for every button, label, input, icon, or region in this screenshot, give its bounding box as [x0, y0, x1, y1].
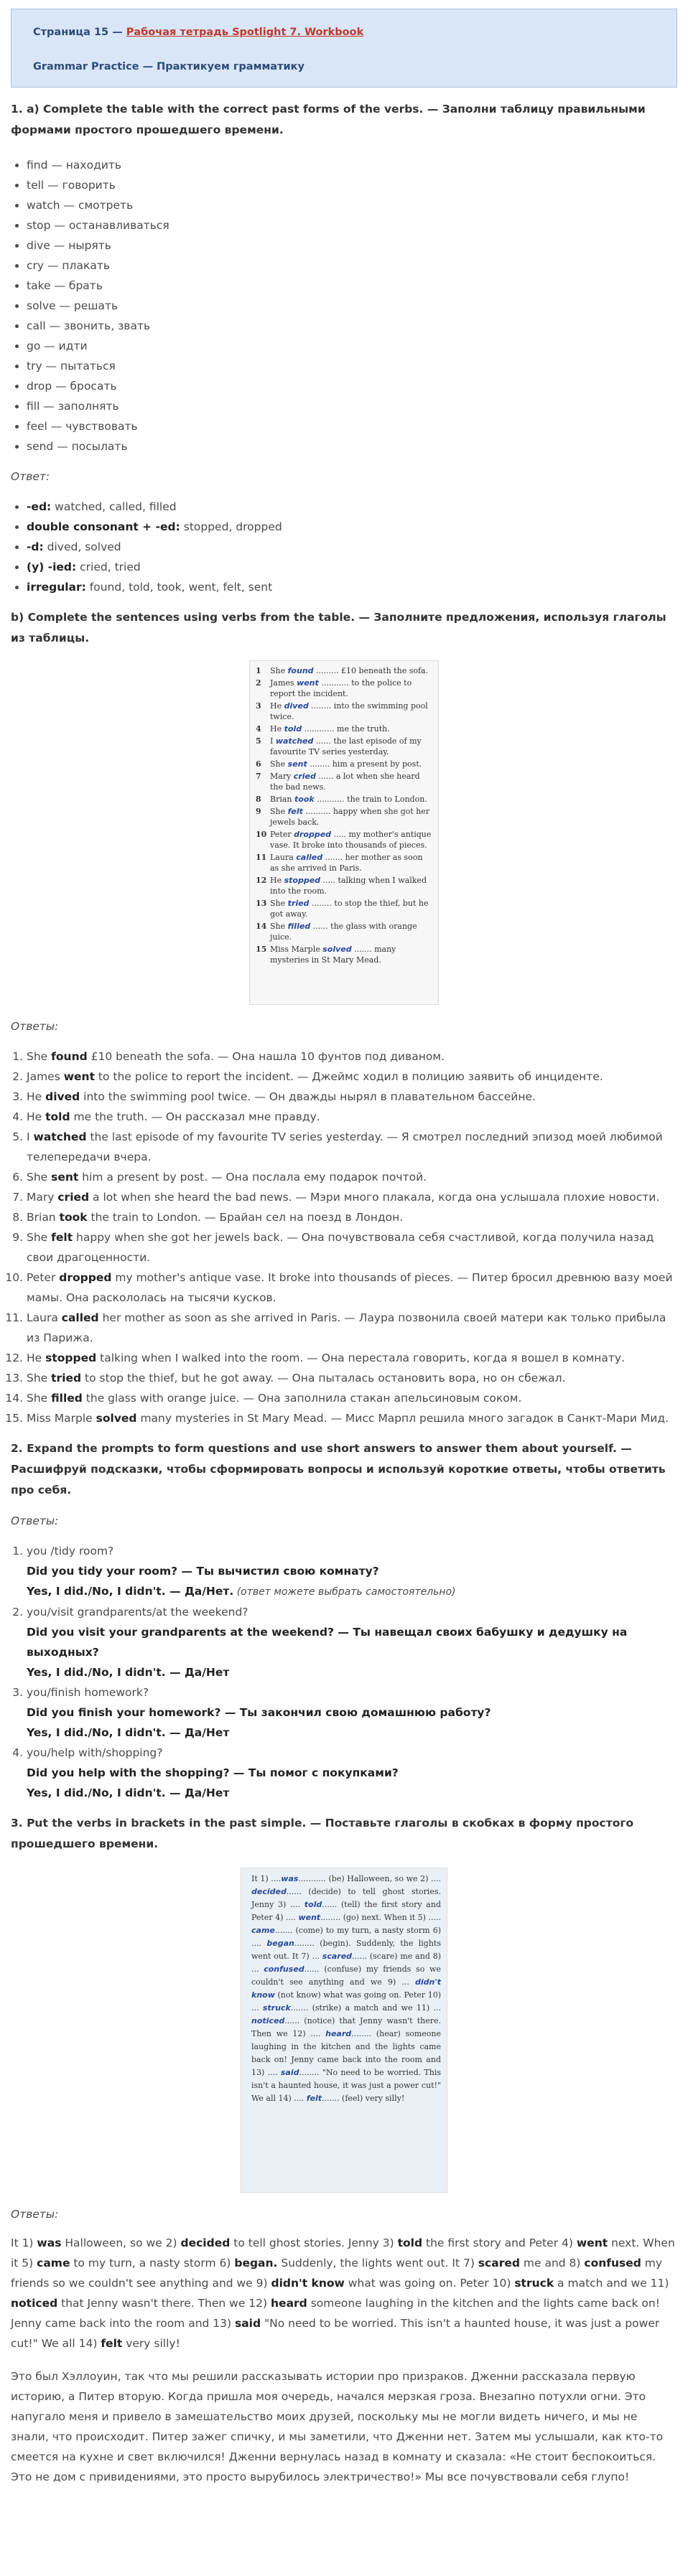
story-text: to my turn, a nasty storm 6) — [70, 2257, 235, 2270]
verb-item: • take — брать — [27, 276, 677, 296]
answer-verb: went — [63, 1070, 95, 1083]
worksheet-text: ..... talking when I walked into the room. — [270, 876, 427, 896]
answer-text: a lot when she heard the bad news. — Мэри много плакала, когда она услышала плохие новости. — [89, 1191, 660, 1204]
short-answer-line — [27, 1662, 677, 1682]
answer-verb: dived — [45, 1090, 80, 1103]
answer-text: my mother's antique vase. It broke into thousands of pieces. — Питер бросил древнюю вазу моей мамы. Она раскололась на тысячи кусков. — [27, 1271, 673, 1304]
worksheet-row-text — [270, 736, 432, 757]
verb-group-values: found, told, took, went, felt, sent — [85, 581, 273, 594]
answer-text: He — [27, 1352, 46, 1364]
short-answer: Yes, I did./No, I didn't. — Да/Нет — [27, 1786, 230, 1799]
worksheet-row-number: 14 — [256, 922, 267, 931]
verb-item: • cry — плакать — [27, 256, 677, 276]
worksheet-handwritten-answer: found — [287, 666, 314, 675]
verb-groups-list — [11, 497, 677, 597]
worksheet-text: ........... to the police to report the incident. — [270, 678, 412, 698]
worksheet-handwritten-answer: filled — [287, 922, 311, 931]
answer-text: He — [27, 1090, 46, 1103]
worksheet-text: She — [270, 899, 288, 908]
worksheet-text: ........ to stop the thief, but he got away. — [270, 899, 429, 919]
worksheet-row — [256, 898, 432, 919]
worksheet-handwritten-answer: stopped — [284, 876, 321, 885]
task1b-answer-label: Ответы: — [11, 1020, 59, 1033]
worksheet-handwritten-answer: felt — [287, 807, 303, 816]
answer-item — [27, 1127, 677, 1167]
story-text: Halloween, so we 2) — [61, 2237, 181, 2249]
question-line: Did you visit your grandparents at the weekend? — Ты навещал своих бабушку и дедушку на выходных? — [27, 1626, 628, 1659]
worksheet-row-text — [270, 806, 432, 828]
worksheet-image-1b — [249, 660, 439, 1005]
story-verb: didn't know — [271, 2277, 345, 2290]
answer-verb: called — [61, 1311, 99, 1324]
workbook-link[interactable]: Рабочая тетрадь Spotlight 7. Workbook — [126, 27, 364, 38]
worksheet-row — [256, 875, 432, 896]
answer-item — [27, 1227, 677, 1268]
answer-text: Miss Marple — [27, 1412, 96, 1425]
worksheet-row-text — [270, 944, 432, 965]
worksheet-handwritten-answer: took — [294, 795, 315, 804]
answer-text: She — [27, 1392, 52, 1405]
verb-group-values: stopped, dropped — [180, 520, 282, 533]
answer-verb: tried — [51, 1372, 82, 1385]
worksheet-handwritten-answer: went — [298, 1913, 321, 1922]
worksheet-row-number: 1 — [256, 666, 261, 675]
worksheet-row — [256, 806, 432, 828]
verb-item: • go — идти — [27, 336, 677, 356]
worksheet-text: ........... the train to London. — [314, 795, 427, 804]
worksheet-text: (not know) what was going on. Peter 10) ... — [251, 1990, 441, 2013]
worksheet-row-number: 8 — [256, 795, 261, 804]
answer-item — [27, 1368, 677, 1388]
task3-story-answer — [11, 2233, 677, 2353]
task1b-answer-list — [11, 1046, 677, 1428]
answer-verb: stopped — [45, 1352, 97, 1364]
verb-group-key: -ed: — [27, 500, 52, 513]
worksheet-text: He — [270, 876, 284, 885]
worksheet-handwritten-answer: called — [296, 853, 323, 862]
verb-group-values: watched, called, filled — [51, 500, 177, 513]
answer-text: to the police to report the incident. — Джеймс ходил в полицию заявить об инциденте. — [95, 1070, 603, 1083]
worksheet-row-text — [270, 898, 432, 919]
worksheet-text: She — [270, 666, 288, 675]
question-line: Did you tidy your room? — Ты вычистил свою комнату? — [27, 1565, 379, 1578]
worksheet-text: ...... (notice) that Jenny wasn't there. Then we 12) .... — [251, 2016, 441, 2038]
verb-group-key: -d: — [27, 540, 44, 553]
verb-group-key: (y) -ied: — [27, 561, 77, 573]
page — [11, 9, 677, 2487]
worksheet-text: Miss Marple — [270, 945, 323, 954]
worksheet-row-text — [270, 701, 432, 722]
worksheet-row-text — [270, 921, 432, 942]
worksheet-handwritten-answer: noticed — [251, 2016, 285, 2025]
worksheet-text: He — [270, 724, 284, 734]
worksheet-text: ........ (hear) someone laughing in the kitchen and the lights came back on! Jenny came back into the room and 13) .... — [251, 2029, 442, 2077]
worksheet-text: ...... (tell) the first story and Peter 4) .... — [251, 1900, 441, 1922]
worksheet-handwritten-answer: solved — [322, 945, 352, 954]
verb-item: • dive — нырять — [27, 235, 677, 256]
answer-text: Peter — [27, 1271, 60, 1284]
verb-item: • find — находить — [27, 155, 677, 175]
answer-item — [27, 1046, 677, 1067]
worksheet-row-text — [270, 723, 390, 734]
verb-item: • feel — чувствовать — [27, 416, 677, 436]
answer-verb: told — [45, 1110, 70, 1123]
verb-group — [27, 577, 677, 597]
worksheet-text: ........ him a present by post. — [307, 759, 422, 769]
answer-item — [27, 1388, 677, 1408]
verb-item: • stop — останавливаться — [27, 215, 677, 235]
answer-item — [27, 1207, 677, 1227]
answer-item — [27, 1408, 677, 1428]
worksheet-row-number: 10 — [256, 830, 267, 839]
answer-verb: watched — [33, 1130, 87, 1143]
worksheet-row — [256, 701, 432, 722]
prompt-item — [27, 1541, 677, 1602]
answer-text: the glass with orange juice. — Она заполнила стакан апельсиновым соком. — [82, 1392, 522, 1405]
worksheet-row — [256, 944, 432, 965]
worksheet-row — [256, 759, 432, 769]
worksheet-row-number: 9 — [256, 807, 261, 816]
story-verb: decided — [180, 2237, 231, 2249]
answer-text: She — [27, 1050, 52, 1063]
answer-text: me the truth. — Он рассказал мне правду. — [70, 1110, 320, 1123]
answer-text: Mary — [27, 1191, 58, 1204]
short-answer-line — [27, 1723, 677, 1743]
story-text: my friends so we couldn't see anything and we 9) — [11, 2257, 663, 2290]
worksheet-handwritten-answer: struck — [262, 2003, 291, 2013]
verb-group — [27, 537, 677, 557]
worksheet-handwritten-answer: dived — [284, 701, 309, 711]
worksheet-text: ...... the last episode of my favourite TV series yesterday. — [270, 736, 422, 757]
worksheet-image-3 — [241, 1868, 447, 2193]
answer-verb: solved — [96, 1412, 137, 1425]
story-text: "No need to be worried. This isn't a haunted house, it was just a power cut!" We all 14) — [11, 2317, 660, 2350]
answer-text: to stop the thief, but he got away. — Она пыталась остановить вора, но он сбежал. — [81, 1372, 566, 1385]
task1b-title: b) Complete the sentences using verbs from the table. — Заполните предложения, используя глаголы из таблицы. — [11, 611, 666, 645]
story-verb: struck — [514, 2277, 554, 2290]
answer-text: Laura — [27, 1311, 62, 1324]
worksheet-row-number: 11 — [256, 853, 267, 862]
task1a-answer-label: Ответ: — [11, 470, 50, 483]
worksheet-row-number: 7 — [256, 772, 261, 781]
worksheet-text: ........ "No need to be worried. This isn't a haunted house, it was just a power cut!" We all 14) .... — [251, 2068, 441, 2103]
task2-title: 2. Expand the prompts to form questions and use short answers to answer them about yourself. — Расшифруй подсказки, чтобы сформировать вопросы и используй короткие ответы, чтобы ответить про себя. — [11, 1442, 666, 1497]
story-text: very silly! — [122, 2337, 180, 2350]
worksheet-text: ........... (be) Halloween, so we 2) .... — [298, 1874, 441, 1883]
worksheet-row-text — [270, 794, 427, 805]
worksheet-handwritten-answer: tried — [287, 899, 310, 908]
answer-text: the last episode of my favourite TV series yesterday. — Я смотрел последний эпизод моей любимой телепередачи вчера. — [27, 1130, 663, 1163]
answer-text: I — [27, 1130, 34, 1143]
worksheet-text: ........ (begin). Suddenly, the lights went out. It 7) ... — [251, 1939, 442, 1961]
worksheet-row — [256, 678, 432, 699]
worksheet-handwritten-answer: sent — [287, 759, 307, 769]
story-text: to tell ghost stories. Jenny 3) — [230, 2237, 398, 2249]
worksheet-handwritten-answer: cried — [293, 772, 316, 781]
worksheet-row-text — [270, 665, 428, 676]
answer-text: happy when she got her jewels back. — Она почувствовала себя счастливой, когда получила назад свои драгоценности. — [27, 1231, 654, 1264]
story-verb: heard — [271, 2297, 307, 2310]
worksheet-text: ............ me the truth. — [302, 724, 390, 734]
worksheet-row — [256, 794, 432, 805]
worksheet-row-text — [270, 678, 432, 699]
prompt-item — [27, 1602, 677, 1682]
worksheet-handwritten-answer: confused — [264, 1964, 305, 1974]
worksheet-text: ....... (feel) very silly! — [322, 2094, 405, 2103]
short-answer: Yes, I did./No, I didn't. — Да/Нет — [27, 1666, 230, 1679]
verb-group-values: cried, tried — [76, 561, 141, 573]
short-answer-line — [27, 1581, 677, 1602]
worksheet-row — [256, 771, 432, 792]
verb-item: • try — пытаться — [27, 356, 677, 376]
verb-item: • watch — смотреть — [27, 195, 677, 215]
question-line: Did you finish your homework? — Ты закончил свою домашнюю работу? — [27, 1706, 491, 1719]
worksheet-text: I — [270, 736, 276, 746]
short-answer: Yes, I did./No, I didn't. — Да/Нет. — [27, 1585, 234, 1598]
answer-verb: filled — [51, 1392, 83, 1405]
story-text: Suddenly, the lights went out. It 7) — [277, 2257, 478, 2270]
page-title — [33, 22, 655, 42]
story-verb: was — [37, 2237, 62, 2249]
worksheet-text: She — [270, 922, 288, 931]
worksheet-row — [256, 723, 432, 734]
worksheet-text: .......... happy when she got her jewels back. — [270, 807, 430, 827]
answer-note: (ответ можете выбрать самостоятельно) — [233, 1586, 456, 1598]
worksheet-text: Peter — [270, 830, 294, 839]
worksheet-handwritten-answer: told — [284, 724, 302, 734]
story-text: a match and we 11) — [554, 2277, 669, 2290]
worksheet-text: Brian — [270, 795, 294, 804]
answer-item — [27, 1308, 677, 1348]
worksheet-handwritten-answer: said — [280, 2068, 299, 2077]
worksheet-handwritten-answer: came — [251, 1926, 275, 1935]
prompt-text: you/visit grandparents/at the weekend? — [27, 1606, 248, 1619]
section-title: Grammar Practice — Практикуем грамматику — [33, 61, 305, 72]
worksheet-row — [256, 665, 432, 676]
worksheet-row-number: 5 — [256, 736, 261, 746]
prompt-text: you/help with/shopping? — [27, 1746, 163, 1759]
prompt-text: you/finish homework? — [27, 1686, 149, 1699]
answer-text: Brian — [27, 1211, 60, 1224]
worksheet-text: ...... (confuse) my friends so we couldn't see anything and we 9) ... — [251, 1964, 441, 1987]
answer-text: talking when I walked into the room. — Она перестала говорить, когда я вошел в комнату. — [96, 1352, 626, 1364]
worksheet-row-number: 2 — [256, 678, 261, 688]
answer-verb: dropped — [59, 1271, 112, 1284]
answer-text: many mysteries in St Mary Mead. — Мисс Марпл решила много загадок в Санкт-Мари Мид. — [136, 1412, 669, 1425]
worksheet-row — [256, 921, 432, 942]
worksheet-text: ....... many mysteries in St Mary Mead. — [270, 945, 396, 965]
worksheet-handwritten-answer: felt — [306, 2094, 322, 2103]
answer-item — [27, 1067, 677, 1087]
story-text: someone laughing in the kitchen and the lights came back on! Jenny came back into the room and 13) — [11, 2297, 660, 2330]
worksheet-handwritten-answer: decided — [251, 1887, 287, 1896]
story-verb: noticed — [11, 2297, 58, 2310]
verb-group — [27, 517, 677, 537]
answer-text: £10 beneath the sofa. — Она нашла 10 фунтов под диваном. — [87, 1050, 445, 1063]
answer-text: She — [27, 1372, 52, 1385]
answer-text: James — [27, 1070, 64, 1083]
answer-verb: felt — [51, 1231, 73, 1244]
short-answer: Yes, I did./No, I didn't. — Да/Нет — [27, 1726, 230, 1739]
answer-text: She — [27, 1231, 52, 1244]
story-text: It 1) — [11, 2237, 37, 2249]
task1a-title: 1. a) Complete the table with the correct past forms of the verbs. — Заполни таблицу правильными формами простого прошедшего времени. — [11, 103, 646, 136]
worksheet-text: He — [270, 701, 284, 711]
answer-item — [27, 1187, 677, 1207]
story-verb: went — [576, 2237, 608, 2249]
worksheet-row-number: 13 — [256, 899, 267, 908]
prompt-text: you /tidy room? — [27, 1545, 114, 1558]
answer-verb: cried — [57, 1191, 90, 1204]
answer-text: her mother as soon as she arrived in Paris. — Лаура позвонила своей матери как только прибыла из Парижа. — [27, 1311, 666, 1344]
story-text: that Jenny wasn't there. Then we 12) — [57, 2297, 271, 2310]
task3-title: 3. Put the verbs in brackets in the past simple. — Поставьте глаголы в скобках в форму простого прошедшего времени. — [11, 1817, 634, 1850]
prompt-item — [27, 1743, 677, 1803]
worksheet-handwritten-answer: watched — [275, 736, 314, 746]
worksheet-text: Mary — [270, 772, 294, 781]
answer-verb: took — [59, 1211, 88, 1224]
worksheet-row-text — [270, 771, 432, 792]
worksheet-text: ...... (scare) me and 8) ... — [251, 1952, 441, 1974]
verb-item: • call — звонить, звать — [27, 316, 677, 336]
worksheet-text: She — [270, 807, 288, 816]
verb-group — [27, 497, 677, 517]
worksheet-handwritten-answer: went — [297, 678, 319, 688]
worksheet-handwritten-answer: heard — [325, 2029, 352, 2038]
story-text: the first story and Peter 4) — [422, 2237, 577, 2249]
worksheet-row — [256, 736, 432, 757]
worksheet-text: James — [270, 678, 297, 688]
worksheet-text: ..... my mother's antique vase. It broke into thousands of pieces. — [270, 830, 432, 850]
answer-text: She — [27, 1171, 52, 1184]
worksheet-row-text — [270, 875, 432, 896]
story-verb: came — [37, 2257, 70, 2270]
worksheet-text: ...... the glass with orange juice. — [270, 922, 417, 942]
verb-item: • send — посылать — [27, 436, 677, 456]
worksheet-handwritten-answer: began — [266, 1939, 294, 1948]
verb-list — [11, 155, 677, 456]
verb-item: • drop — бросать — [27, 376, 677, 396]
worksheet-text: ......... £10 beneath the sofa. — [313, 666, 429, 675]
task2-answer-list — [11, 1541, 677, 1803]
story-verb: began. — [234, 2257, 278, 2270]
worksheet-handwritten-answer: dropped — [294, 830, 332, 839]
worksheet-text: ....... (come) to my turn, a nasty storm 6) .... — [251, 1926, 441, 1948]
answer-item — [27, 1087, 677, 1107]
task2-answer-label: Ответы: — [11, 1514, 59, 1527]
worksheet-handwritten-answer: scared — [322, 1952, 353, 1961]
verb-item: • solve — решать — [27, 296, 677, 316]
question-line: Did you help with the shopping? — Ты помог с покупками? — [27, 1766, 399, 1779]
worksheet-text: Laura — [270, 853, 297, 862]
worksheet-text: It 1) .... — [251, 1874, 282, 1883]
worksheet-text: ........ into the swimming pool twice. — [270, 701, 428, 721]
answer-item — [27, 1107, 677, 1127]
story-verb: said — [235, 2317, 261, 2330]
worksheet-text: ...... a lot when she heard the bad news. — [270, 772, 420, 792]
worksheet-row-number: 3 — [256, 701, 261, 711]
worksheet-row — [256, 829, 432, 851]
story-verb: told — [397, 2237, 423, 2249]
answer-text: the train to London. — Брайан сел на поезд в Лондон. — [87, 1211, 404, 1224]
worksheet-text: ........ (go) next. When it 5) ..... — [320, 1913, 441, 1922]
answer-verb: found — [51, 1050, 88, 1063]
answer-text: him a present by post. — Она послала ему подарок почтой. — [78, 1171, 427, 1184]
worksheet-handwritten-answer: didn't know — [251, 1977, 441, 2000]
worksheet-story — [251, 1873, 441, 2105]
worksheet-row-text — [270, 852, 432, 874]
worksheet-handwritten-answer: told — [304, 1900, 322, 1909]
page-number: Страница 15 — — [33, 27, 126, 38]
verb-item: • tell — говорить — [27, 175, 677, 195]
worksheet-text: ....... (strike) a match and we 11) ... — [290, 2003, 441, 2013]
worksheet-row-number: 15 — [256, 945, 267, 954]
answer-item — [27, 1268, 677, 1308]
worksheet-row-text — [270, 759, 422, 769]
verb-item: • fill — заполнять — [27, 396, 677, 416]
worksheet-text: ...... (decide) to tell ghost stories. Jenny 3) .... — [251, 1887, 441, 1909]
story-verb: confused — [584, 2257, 641, 2270]
answer-item — [27, 1348, 677, 1368]
story-text: next. When it 5) — [11, 2237, 675, 2270]
task3-answer-label: Ответы: — [11, 2208, 59, 2221]
task3-translation: Это был Хэллоуин, так что мы решили рассказывать истории про призраков. Дженни рассказала первую историю, а Питер вторую. Когда пришла моя очередь, начался мерзкая гроза. Внезапно потухли огни. Это напугало меня и привело в замешательство моих друзей, поскольку мы не могли видеть ничего, и мы не знали, что происходит. Питер зажег спичку, и мы заметили, что Дженни нет. Затем мы услышали, как кто-то смеется на кухне и свет включился! Дженни вернулась назад в комнату и сказала: «Не стоит беспокоиться. Это не дом с привидениями, это просто вырубилось электричество!» Мы все почувствовали себя глупо! — [11, 2370, 664, 2483]
verb-group-key: irregular: — [27, 581, 86, 594]
prompt-item — [27, 1682, 677, 1743]
answer-text: into the swimming pool twice. — Он дважды нырял в плавательном бассейне. — [80, 1090, 536, 1103]
worksheet-row — [256, 852, 432, 874]
short-answer-line — [27, 1783, 677, 1803]
worksheet-row-number: 4 — [256, 724, 261, 734]
answer-item — [27, 1167, 677, 1187]
verb-group-values: dived, solved — [43, 540, 121, 553]
verb-group — [27, 557, 677, 577]
answer-verb: sent — [51, 1171, 79, 1184]
verb-group-key: double consonant + -ed: — [27, 520, 180, 533]
answer-text: He — [27, 1110, 46, 1123]
story-verb: scared — [478, 2257, 520, 2270]
story-verb: felt — [101, 2337, 123, 2350]
worksheet-row-number: 6 — [256, 759, 261, 769]
story-text: me and 8) — [519, 2257, 585, 2270]
worksheet-row-text — [270, 829, 432, 851]
worksheet-handwritten-answer: was — [281, 1874, 299, 1883]
story-text: what was going on. Peter 10) — [344, 2277, 515, 2290]
header-banner — [11, 9, 677, 88]
worksheet-row-number: 12 — [256, 876, 267, 885]
worksheet-text: ....... her mother as soon as she arrived in Paris. — [270, 853, 423, 873]
worksheet-text: She — [270, 759, 288, 769]
